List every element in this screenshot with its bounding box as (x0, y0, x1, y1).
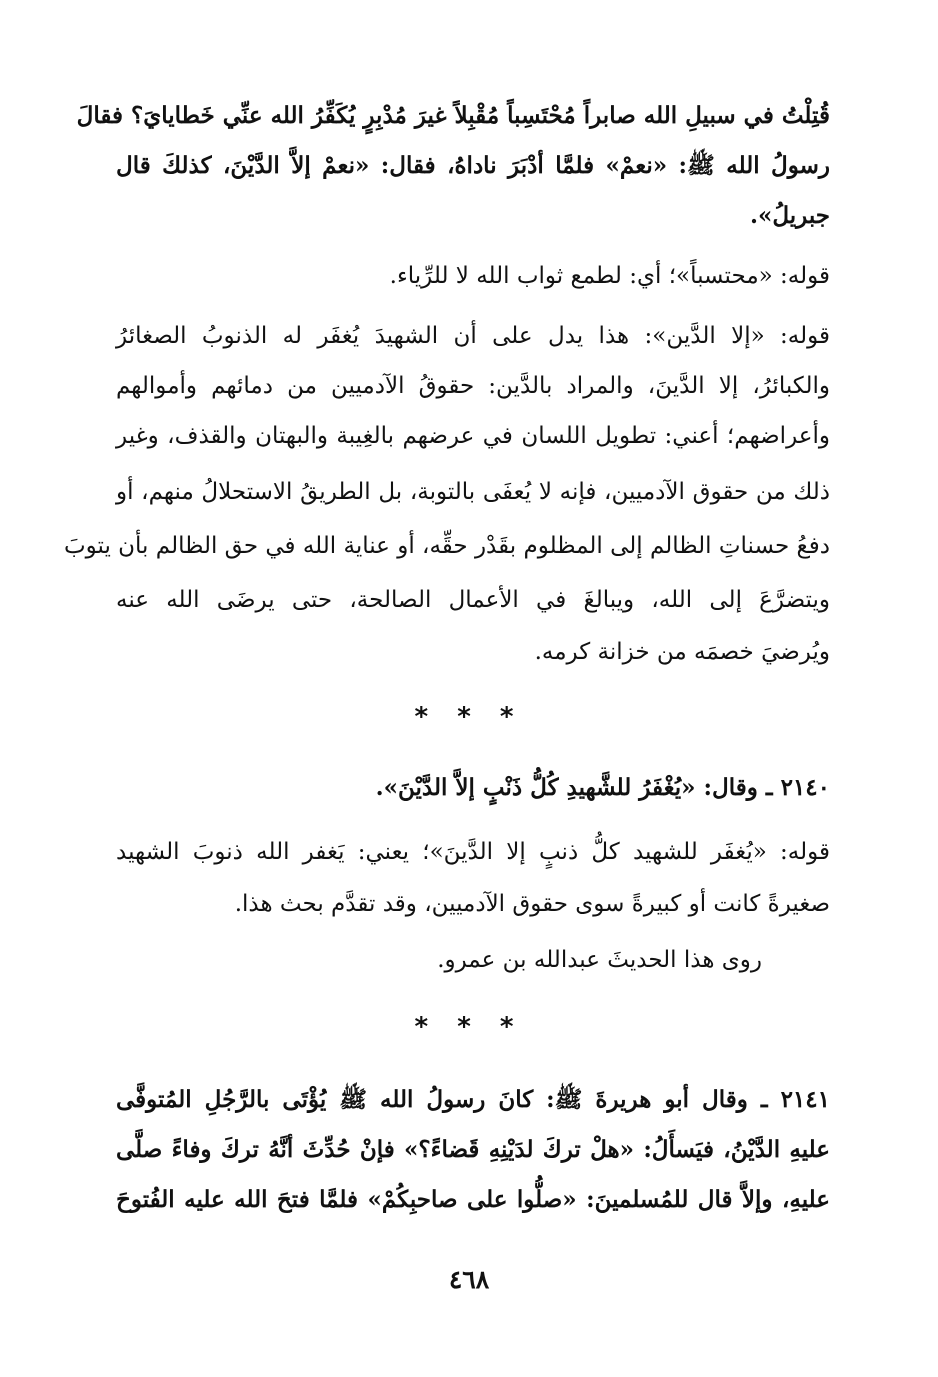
section-separator-2: * * * (414, 1012, 524, 1042)
text-line-2: رسولُ الله ﷺ: «نعمْ» فلمَّا أدْبَرَ ناداهُ، فقال: «نعمْ إلاَّ الدَّيْنَ، كذلكَ قال (116, 152, 830, 179)
text-line-7: وأعراضهم؛ أعني: تطويل اللسان في عرضهم بالغِيبة والبهتان والقذف، وغير (116, 423, 830, 449)
text-line-4: قوله: «محتسباً»؛ أي: لطمع ثواب الله لا للرِّياء. (389, 263, 830, 289)
text-line-9: دفعُ حسناتِ الظالم إلى المظلوم بقَدْر حقِّه، أو عناية الله في حق الظالم بأن يتوبَ (63, 533, 830, 559)
hadith-2141-line-2: عليهِ الدَّيْنُ، فيَسأَلُ: «هلْ تركَ لدَيْنِهِ قَضاءً؟» فإنْ حُدِّثَ أنَّهُ تركَ وفاءً صلَّى (116, 1136, 830, 1163)
text-line-11: ويُرضيَ خصمَه من خزانة كرمه. (534, 639, 830, 665)
hadith-2141-line-1: ٢١٤١ ـ وقال أبو هريرةَ ﷺ: كانَ رسولُ الله ﷺ يُؤْتَى بالرَّجُلِ المُتوفَّى (116, 1086, 830, 1113)
hadith-2141-line-3: عليهِ، وإلاَّ قال للمُسلمينَ: «صلُّوا على صاحبِكُمْ» فلمَّا فتحَ الله عليه الفُتوحَ (116, 1186, 830, 1213)
page-number: ٤٦٨ (448, 1265, 490, 1294)
text-line-13: قوله: «يُغفَر للشهيد كلُّ ذنبٍ إلا الدَّينَ»؛ يعني: يَغفر الله ذنوبَ الشهيد (116, 839, 830, 865)
narrator-line: روى هذا الحديثَ عبدالله بن عمرو. (437, 947, 762, 973)
text-line-5: قوله: «إلا الدَّين»: هذا يدل على أن الشهيدَ يُغفَر له الذنوبُ الصغائرُ (116, 323, 830, 349)
text-line-3: جبريلُ». (749, 202, 830, 229)
text-line-6: والكبائرُ، إلا الدَّينَ، والمراد بالدَّين: حقوقُ الآدميين من دمائهم وأموالهم (116, 373, 830, 399)
text-line-1: قُتِلْتُ في سبيلِ الله صابراً مُحْتَسِباً مُقْبِلاً غيرَ مُدْبِرٍ يُكَفِّرُ الله عنِّي خَطايايَ؟ فقالَ (76, 102, 830, 129)
text-line-8: ذلك من حقوق الآدميين، فإنه لا يُعفَى بالتوبة، بل الطريقُ الاستحلالُ منهم، أو (116, 479, 830, 505)
section-separator-1: * * * (414, 702, 524, 732)
text-line-14: صغيرةً كانت أو كبيرةً سوى حقوق الآدميين، وقد تقدَّم بحث هذا. (234, 891, 830, 917)
text-line-10: ويتضرَّعَ إلى الله، ويبالغَ في الأعمال الصالحة، حتى يرضَى الله عنه (116, 587, 830, 613)
hadith-2140-line: ٢١٤٠ ـ وقال: «يُغْفَرُ للشَّهيدِ كُلُّ ذَنْبٍ إلاَّ الدَّيْنَ». (375, 774, 830, 801)
